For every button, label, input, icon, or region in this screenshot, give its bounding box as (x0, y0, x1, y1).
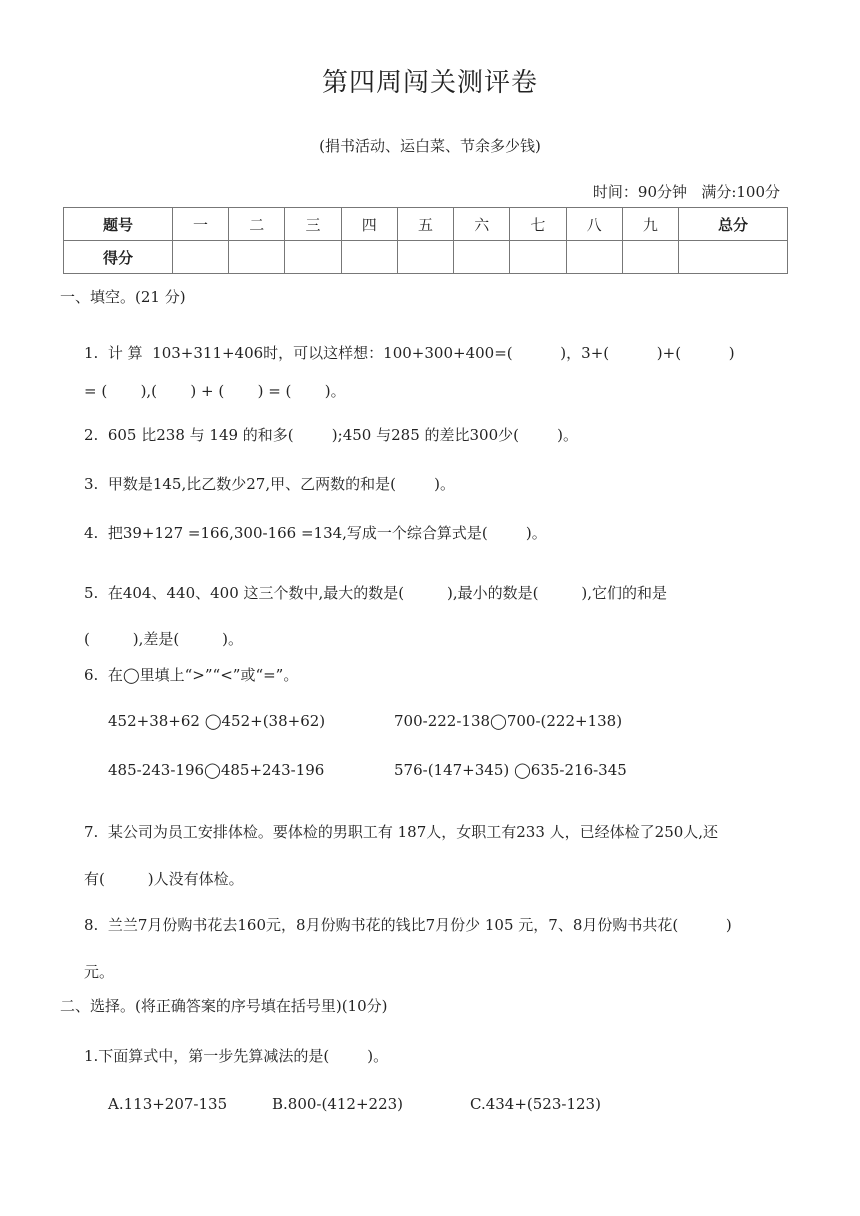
score-cell[interactable] (622, 241, 678, 274)
score-cell[interactable] (341, 241, 397, 274)
page-subtitle: (捐书活动、运白菜、节余多少钱) (319, 137, 541, 155)
row-label-score: 得分 (64, 241, 173, 274)
question-4: 4. 把39+127 =166,300-166 =134,写成一个综合算式是( )。 (84, 524, 547, 542)
question-5-line-2: ( ),差是( )。 (84, 630, 244, 648)
question-5-line-1: 5. 在404、440、400 这三个数中,最大的数是( ),最小的数是( ),它们的和是 (84, 584, 668, 602)
column-7: 七 (510, 208, 566, 241)
score-table-header-row (64, 208, 788, 241)
question-8-line-1: 8. 兰兰7月份购书花去160元，8月份购书花的钱比7月份少 105 元，7、8月份购书共花( ) (84, 916, 732, 934)
column-5: 五 (397, 208, 453, 241)
question-1-line-1: 1. 计 算 103+311+406时，可以这样想：100+300+400=( )，3+( )+( ) (84, 344, 735, 362)
score-cell[interactable] (285, 241, 341, 274)
compare-item-d: 576-(147+345) ◯635-216-345 (394, 761, 627, 779)
score-cell[interactable] (172, 241, 228, 274)
score-cell[interactable] (679, 241, 788, 274)
score-cell[interactable] (510, 241, 566, 274)
question-7-line-1: 7. 某公司为员工安排体检。要体检的男职工有 187人，女职工有233 人，已经体检了250人,还 (84, 823, 719, 841)
score-cell[interactable] (454, 241, 510, 274)
section-2-heading: 二、选择。(将正确答案的序号填在括号里)(10分) (60, 997, 388, 1015)
column-3: 三 (285, 208, 341, 241)
question-3: 3. 甲数是145,比乙数少27,甲、乙两数的和是( )。 (84, 475, 455, 493)
option-b: B.800-(412+223) (272, 1095, 404, 1113)
score-cell[interactable] (229, 241, 285, 274)
option-a: A.113+207-135 (108, 1095, 228, 1113)
column-total: 总分 (679, 208, 788, 241)
option-c: C.434+(523-123) (470, 1095, 601, 1113)
column-1: 一 (172, 208, 228, 241)
section-1-heading: 一、填空。(21 分) (60, 288, 186, 306)
question-6: 6. 在◯里填上“>”“<”或“=”。 (84, 666, 299, 684)
score-cell[interactable] (397, 241, 453, 274)
time-score-info: 时间：90分钟 满分:100分 (592, 183, 780, 201)
column-8: 八 (566, 208, 622, 241)
compare-item-c: 485-243-196◯485+243-196 (108, 761, 325, 779)
column-4: 四 (341, 208, 397, 241)
choice-question-1: 1.下面算式中，第一步先算减法的是( )。 (84, 1047, 389, 1065)
score-table (63, 207, 788, 274)
score-table-score-row (64, 241, 788, 274)
row-label-question-no: 题号 (64, 208, 173, 241)
compare-item-a: 452+38+62 ◯452+(38+62) (108, 712, 326, 730)
score-cell[interactable] (566, 241, 622, 274)
compare-item-b: 700-222-138◯700-(222+138) (394, 712, 623, 730)
question-2: 2. 605 比238 与 149 的和多( );450 与285 的差比300少( )。 (84, 426, 578, 444)
column-6: 六 (454, 208, 510, 241)
question-1-line-2: = ( ),( ) + ( ) = ( )。 (84, 382, 346, 400)
page-title: 第四周闯关测评卷 (321, 68, 538, 98)
question-8-line-2: 元。 (84, 963, 115, 981)
column-9: 九 (622, 208, 678, 241)
question-7-line-2: 有( )人没有体检。 (84, 870, 244, 888)
column-2: 二 (229, 208, 285, 241)
